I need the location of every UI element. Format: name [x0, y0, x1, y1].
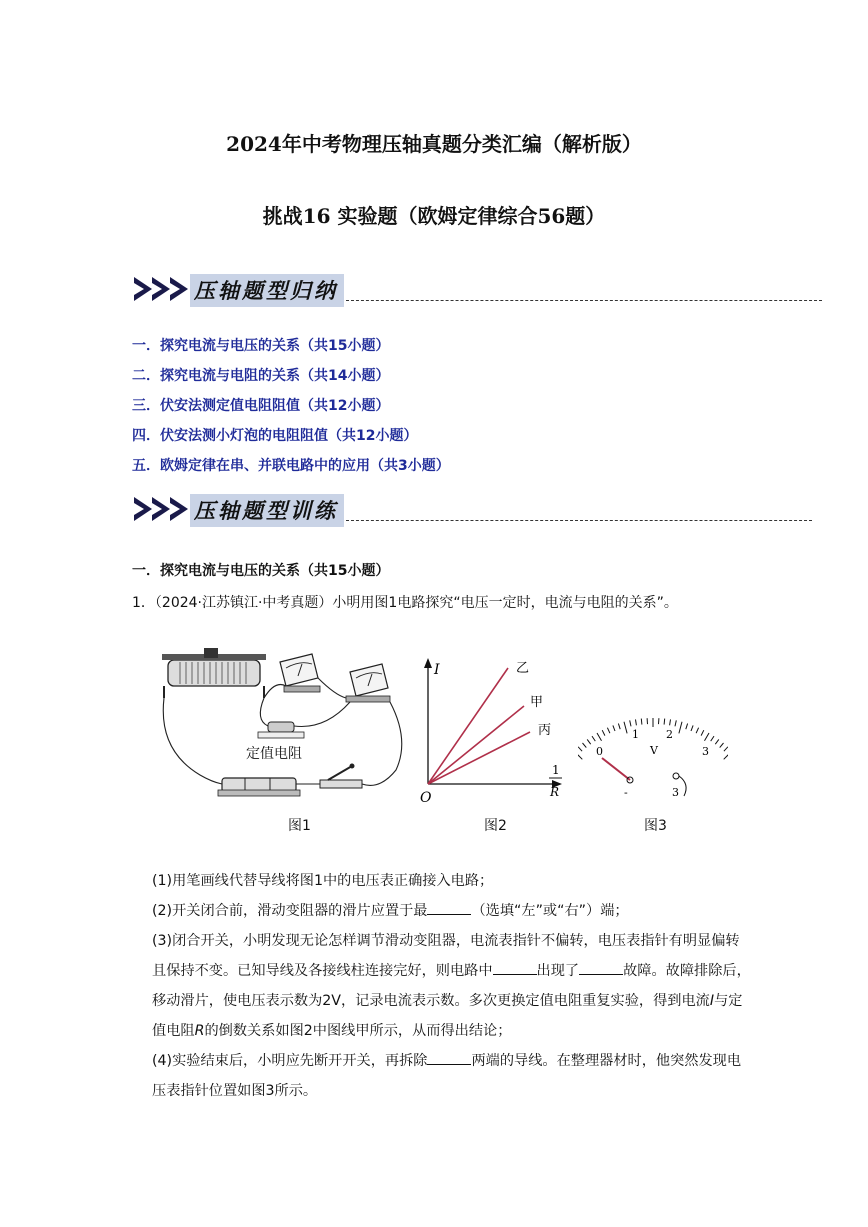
resistance-symbol: R — [194, 1023, 205, 1039]
dial-tick — [675, 720, 676, 726]
graph-line-label: 丙 — [538, 723, 552, 738]
battery-pack — [218, 778, 300, 796]
graph-line-label: 甲 — [530, 695, 544, 710]
toc-item[interactable]: 二．探究电流与电阻的关系（共14小题） — [132, 368, 390, 384]
figure-2-caption: 图2 — [484, 818, 507, 834]
graph-line-1 — [428, 668, 508, 784]
banner-training-text: 压轴题型训练 — [190, 494, 344, 527]
part-2-text-a: (2)开关闭合前，滑动变阻器的滑片应置于最 — [152, 903, 428, 919]
dial-tick — [691, 725, 693, 731]
dial-tick — [578, 747, 582, 751]
dial-tick — [641, 719, 642, 725]
terminal-pos — [673, 773, 679, 779]
part-3-text-a: (3)闭合开关，小明发现无论怎样调节滑动变阻器，电流表指针不偏转，电压表指针有明显偏转且保持不变。已知导线及各接线柱连接完好，则电路中 — [152, 933, 740, 979]
dial-needle — [602, 758, 630, 780]
toc-item[interactable]: 五．欧姆定律在串、并联电路中的应用（共3小题） — [132, 458, 450, 474]
dial-tick — [664, 719, 665, 725]
dial-tick — [636, 719, 637, 725]
answer-blank[interactable] — [427, 1050, 471, 1065]
part-2-text-b: （选填“左”或“右”）端； — [471, 903, 629, 919]
section-heading: 一．探究电流与电压的关系（共15小题） — [132, 563, 390, 579]
current-symbol: I — [709, 993, 715, 1009]
dial-tick — [602, 730, 605, 735]
figure-1-caption: 图1 — [288, 818, 311, 834]
banner-divider — [346, 300, 822, 301]
dial-tick — [715, 739, 719, 744]
dial-label-2: 2 — [666, 728, 673, 741]
terminal-pos-label: 3 — [672, 786, 679, 799]
x-axis-label-denominator: R — [550, 785, 560, 799]
figure-1-circuit — [160, 640, 410, 805]
voltmeter — [280, 654, 320, 692]
banner-summary — [132, 272, 822, 306]
dial-tick — [592, 736, 595, 741]
dial-tick — [670, 719, 671, 725]
dial-tick — [630, 720, 631, 726]
question-part-4 — [152, 1046, 752, 1106]
answer-blank[interactable] — [579, 960, 623, 975]
terminal-wire — [679, 776, 686, 796]
part-3-text-e: 与定值电阻 — [152, 993, 743, 1039]
part-3-text-b: 出现了 — [536, 963, 580, 979]
x-axis-label-numerator: 1 — [552, 763, 560, 777]
dial-tick — [587, 739, 591, 744]
banner-training — [132, 492, 812, 526]
dial-tick — [613, 725, 615, 731]
question-part-3 — [152, 926, 752, 1046]
graph-lines — [428, 661, 551, 784]
answer-blank[interactable] — [493, 960, 537, 975]
dial-tick — [724, 747, 728, 751]
dial-tick — [624, 722, 627, 734]
ammeter — [346, 664, 390, 702]
dial-tick — [701, 730, 704, 735]
banner-divider — [346, 520, 812, 521]
y-axis-label: I — [434, 662, 440, 678]
dial-tick — [607, 728, 610, 734]
answer-blank[interactable] — [427, 900, 471, 915]
dial-tick — [720, 743, 724, 748]
question-stem: 1．（2024·江苏镇江·中考真题）小明用图1电路探究“电压一定时，电流与电阻的关系”。 — [132, 595, 678, 611]
dial-tick — [724, 751, 728, 760]
toc-item[interactable]: 一．探究电流与电压的关系（共15小题） — [132, 338, 390, 354]
question-part-2 — [152, 896, 752, 926]
part-1-text: (1)用笔画线代替导线将图1中的电压表正确接入电路； — [152, 873, 494, 889]
dial-tick — [679, 722, 682, 734]
question-part-1 — [152, 866, 752, 896]
page-title: 2024年中考物理压轴真题分类汇编（解析版） — [226, 132, 642, 156]
switch — [320, 764, 362, 789]
banner-summary-text: 压轴题型归纳 — [190, 274, 344, 307]
figure-2-graph — [412, 650, 572, 810]
dial-tick — [686, 724, 688, 730]
toc-item[interactable]: 四．伏安法测小灯泡的电阻阻值（共12小题） — [132, 428, 418, 444]
triple-chevron-icon — [132, 494, 192, 524]
page-subtitle: 挑战16 实验题（欧姆定律综合56题） — [262, 204, 606, 228]
part-4-text-b: 两端的导线。在整理器材时，他突然发现电压表指针位置如图3所示。 — [152, 1053, 742, 1099]
part-3-text-c: 故障。故障排除后，移动滑片，使电压表示数为2V，记录电流表示数。多次更换定值电阻重复实验，得到电流 — [152, 963, 751, 1009]
dial-label-3: 3 — [702, 745, 709, 758]
graph-line-2 — [428, 706, 524, 784]
triple-chevron-icon — [132, 274, 192, 304]
figure-3-caption: 图3 — [644, 818, 667, 834]
dial-tick — [583, 743, 587, 748]
figure-3-voltmeter-dial — [578, 700, 728, 805]
dial-unit: V — [650, 744, 658, 757]
toc-item[interactable]: 三．伏安法测定值电阻阻值（共12小题） — [132, 398, 390, 414]
dial-tick — [597, 733, 602, 741]
origin-label: O — [420, 790, 432, 806]
fixed-resistor-label: 定值电阻 — [246, 746, 302, 762]
y-axis-arrow — [424, 658, 432, 668]
dial-tick — [705, 733, 710, 741]
dial-label-0: 0 — [596, 745, 603, 758]
dial-tick — [696, 728, 699, 734]
graph-line-label: 乙 — [516, 661, 530, 676]
part-4-text-a: (4)实验结束后，小明应先断开开关，再拆除 — [152, 1053, 428, 1069]
rheostat — [162, 648, 266, 698]
dial-tick — [618, 724, 620, 730]
dial-tick — [711, 736, 714, 741]
terminal-neg-label: - — [624, 786, 628, 799]
dial-tick — [578, 751, 582, 760]
dial-label-1: 1 — [632, 728, 639, 741]
part-3-text-g: 的倒数关系如图2中图线甲所示，从而得出结论； — [204, 1023, 512, 1039]
graph-line-3 — [428, 732, 530, 784]
